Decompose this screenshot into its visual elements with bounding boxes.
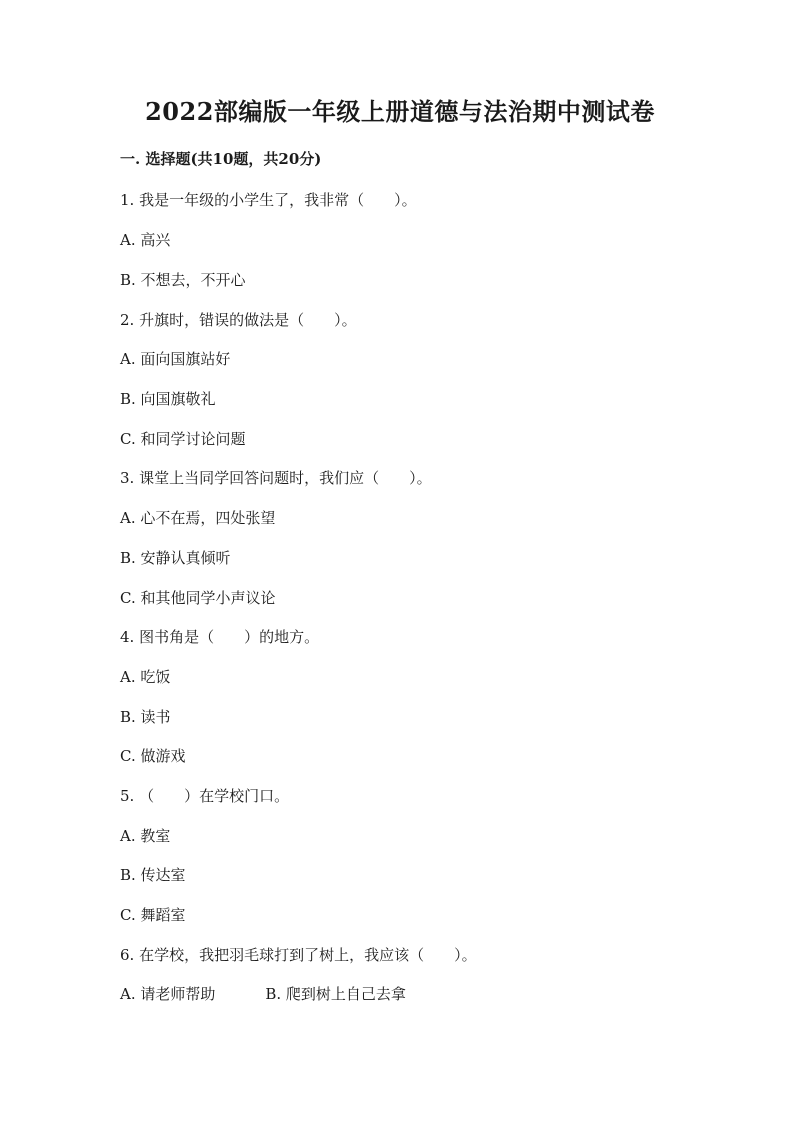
question-6-option-a: A. 请老师帮助 [120, 985, 216, 1003]
question-2-option-b: B. 向国旗敬礼 [120, 390, 216, 408]
question-5-option-b: B. 传达室 [120, 866, 186, 884]
question-4-stem: 4. 图书角是（ ）的地方。 [120, 628, 320, 646]
page-title: 2022部编版一年级上册道德与法治期中测试卷 [145, 97, 655, 126]
question-2-option-c: C. 和同学讨论问题 [120, 430, 246, 448]
question-2-option-a: A. 面向国旗站好 [120, 350, 231, 368]
question-3-option-c: C. 和其他同学小声议论 [120, 589, 276, 607]
question-1-option-b: B. 不想去，不开心 [120, 271, 246, 289]
question-3-option-b: B. 安静认真倾听 [120, 549, 231, 567]
question-5-option-a: A. 教室 [120, 827, 171, 845]
question-6-option-b: B. 爬到树上自己去拿 [265, 985, 406, 1003]
question-5-stem: 5. （ ）在学校门口。 [120, 787, 290, 805]
question-4-option-c: C. 做游戏 [120, 747, 186, 765]
question-1-stem: 1. 我是一年级的小学生了，我非常（ ）。 [120, 191, 417, 209]
question-6-stem: 6. 在学校，我把羽毛球打到了树上，我应该（ ）。 [120, 946, 477, 964]
question-6-options-row [120, 982, 406, 1006]
question-3-option-a: A. 心不在焉，四处张望 [120, 509, 276, 527]
question-4-option-b: B. 读书 [120, 708, 171, 726]
question-2-stem: 2. 升旗时，错误的做法是（ ）。 [120, 311, 357, 329]
question-3-stem: 3. 课堂上当同学回答问题时，我们应（ ）。 [120, 469, 432, 487]
question-4-option-a: A. 吃饭 [120, 668, 171, 686]
section-heading: 一. 选择题(共10题，共20分) [120, 150, 322, 168]
question-1-option-a: A. 高兴 [120, 231, 171, 249]
question-5-option-c: C. 舞蹈室 [120, 906, 186, 924]
